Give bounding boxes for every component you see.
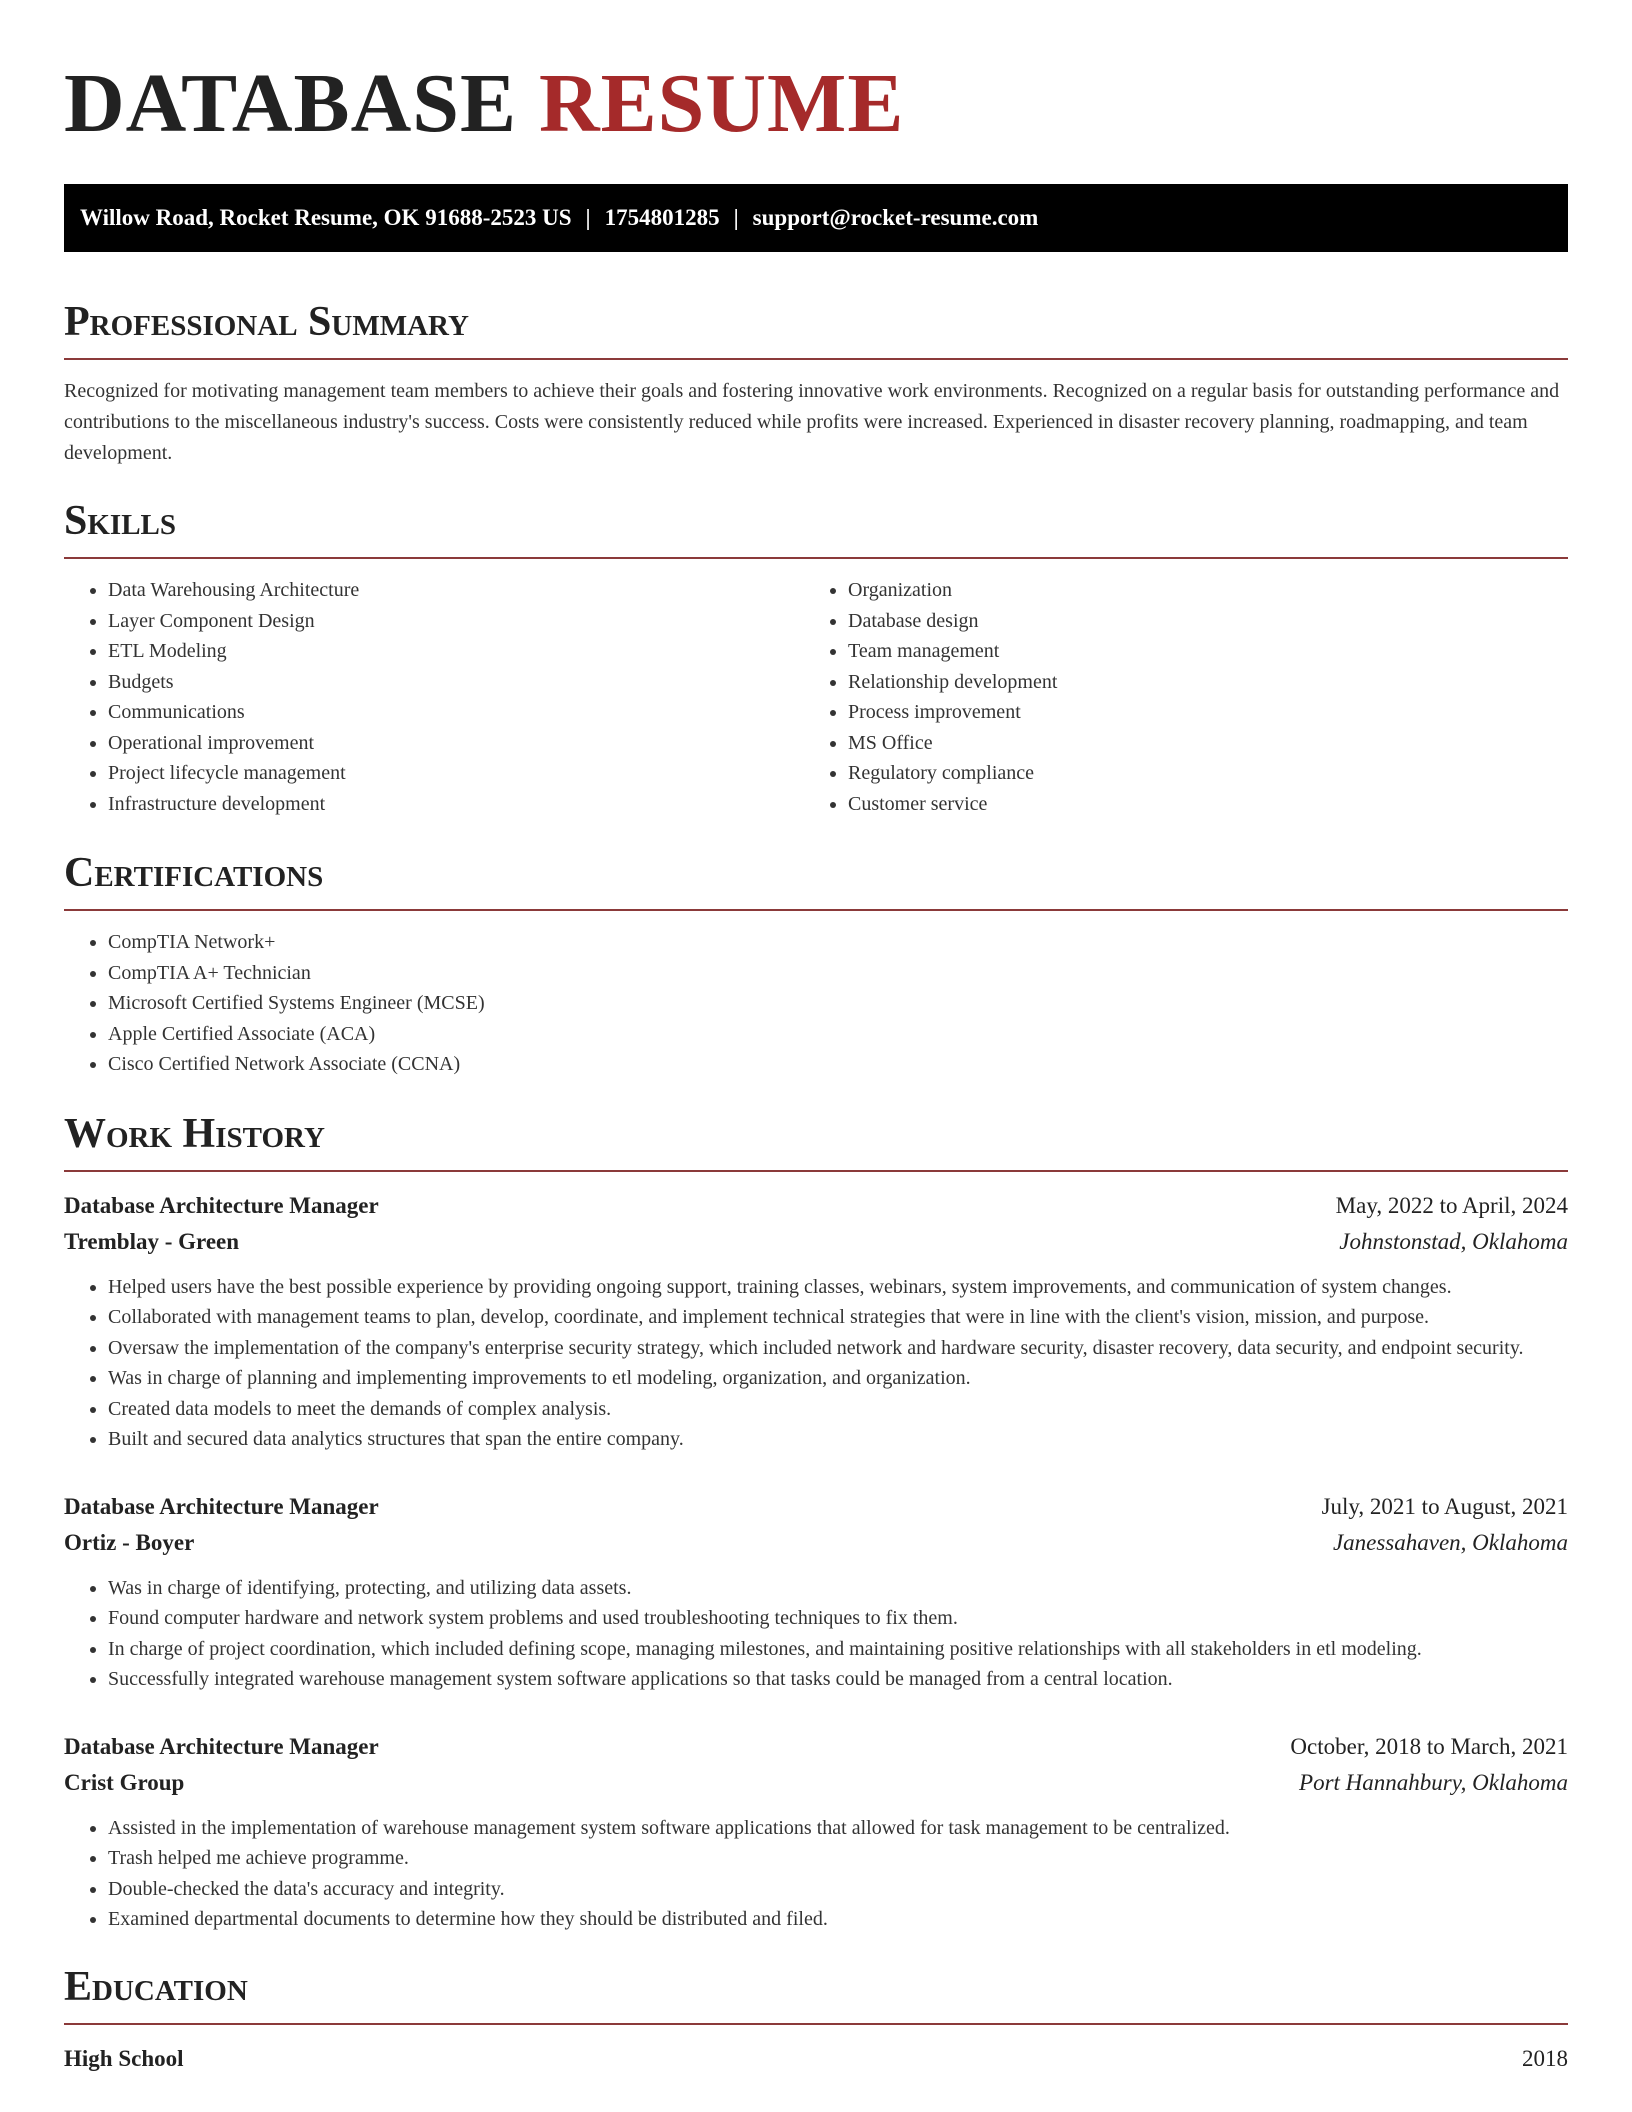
skills-list-right (804, 575, 1544, 819)
job-header-row (64, 1188, 1568, 1224)
summary-heading: Professional Summary (64, 299, 469, 345)
job-bullet: • Found computer hardware and network system problems and used troubleshooting techniques to fix them. (108, 1603, 1568, 1634)
skill-item: • Project lifecycle management (108, 758, 804, 789)
job-location: Port Hannahbury, Oklahoma (1299, 1769, 1568, 1795)
contact-phone: 1754801285 (604, 205, 720, 230)
job-title: Database Architecture Manager (64, 1192, 379, 1218)
certifications-list (64, 927, 1568, 1080)
jobs-container (64, 1188, 1568, 1935)
job-bullet: • Successfully integrated warehouse management system software applications so that tasks could be managed from a central location. (108, 1664, 1568, 1695)
job-bullet: • Assisted in the implementation of warehouse management system software applications that allowed for task management to be centralized. (108, 1813, 1568, 1844)
section-divider (64, 2023, 1568, 2025)
job-company: Crist Group (64, 1769, 185, 1795)
skill-item: • Team management (848, 636, 1544, 667)
section-divider (64, 909, 1568, 911)
skill-item: • Communications (108, 697, 804, 728)
job-dates: May, 2022 to April, 2024 (1335, 1192, 1568, 1218)
job-bullets (64, 1813, 1568, 1935)
skills-grid (64, 575, 1568, 819)
education-entry (64, 2041, 1568, 2077)
education-year: 2018 (1522, 2045, 1568, 2071)
name-last: RESUME (538, 57, 905, 150)
job-title: Database Architecture Manager (64, 1493, 379, 1519)
job-entry (64, 1729, 1568, 1935)
job-bullet: • Built and secured data analytics structures that span the entire company. (108, 1424, 1568, 1455)
skills-list-left (64, 575, 804, 819)
job-bullet: • Was in charge of identifying, protecting, and utilizing data assets. (108, 1573, 1568, 1604)
skills-section (64, 495, 1568, 819)
job-bullet: • Created data models to meet the demands of complex analysis. (108, 1394, 1568, 1425)
job-company-row (64, 1525, 1568, 1561)
skill-item: • ETL Modeling (108, 636, 804, 667)
certification-item: • Apple Certified Associate (ACA) (108, 1019, 1568, 1050)
job-bullet: • Double-checked the data's accuracy and integrity. (108, 1874, 1568, 1905)
skill-item: • Organization (848, 575, 1544, 606)
section-divider (64, 358, 1568, 360)
job-bullets (64, 1573, 1568, 1695)
job-bullet: • Oversaw the implementation of the company's enterprise security strategy, which included network and hardware security, disaster recovery, data security, and endpoint security. (108, 1333, 1568, 1364)
job-title: Database Architecture Manager (64, 1733, 379, 1759)
contact-bar (64, 184, 1568, 252)
skill-item: • Operational improvement (108, 728, 804, 759)
certification-item: • Cisco Certified Network Associate (CCNA) (108, 1049, 1568, 1080)
skill-item: • MS Office (848, 728, 1544, 759)
skill-item: • Customer service (848, 789, 1544, 820)
job-entry (64, 1188, 1568, 1455)
job-bullet: • In charge of project coordination, which included defining scope, managing milestones, and maintaining positive relationships with all stakeholders in etl modeling. (108, 1634, 1568, 1665)
section-divider (64, 557, 1568, 559)
contact-separator: | (585, 205, 591, 230)
job-company: Tremblay - Green (64, 1228, 240, 1254)
job-header-row (64, 1729, 1568, 1765)
skill-item: • Data Warehousing Architecture (108, 575, 804, 606)
education-heading: Education (64, 1963, 248, 2010)
contact-email: support@rocket-resume.com (752, 205, 1039, 230)
job-company: Ortiz - Boyer (64, 1529, 195, 1555)
skill-item: • Process improvement (848, 697, 1544, 728)
job-bullet: • Helped users have the best possible experience by providing ongoing support, training classes, webinars, system improvements, and communication of system changes. (108, 1272, 1568, 1303)
skill-item: • Relationship development (848, 667, 1544, 698)
work-history-heading: Work History (64, 1110, 325, 1157)
contact-separator: | (733, 205, 739, 230)
skills-column-left (64, 575, 804, 819)
education-degree: High School (64, 2045, 184, 2071)
job-bullet: • Was in charge of planning and implementing improvements to etl modeling, organization, and organization. (108, 1363, 1568, 1394)
section-divider (64, 1170, 1568, 1172)
certification-item: • CompTIA Network+ (108, 927, 1568, 958)
job-dates: July, 2021 to August, 2021 (1321, 1493, 1568, 1519)
resume-name (64, 0, 1568, 152)
skill-item: • Layer Component Design (108, 606, 804, 637)
certifications-section (64, 847, 1568, 1080)
skill-item: • Infrastructure development (108, 789, 804, 820)
job-location: Janessahaven, Oklahoma (1332, 1529, 1568, 1555)
work-history-section (64, 1108, 1568, 1935)
certification-item: • Microsoft Certified Systems Engineer (MCSE) (108, 988, 1568, 1019)
job-bullets (64, 1272, 1568, 1455)
skill-item: • Regulatory compliance (848, 758, 1544, 789)
summary-text: Recognized for motivating management team members to achieve their goals and fostering innovative work environments. Recognized on a regular basis for outstanding performance and contributions to the miscellaneous industry's success. Costs were consistently reduced while profits were increased. Experienced in disaster recovery planning, roadmapping, and team development. (64, 380, 1560, 464)
skill-item: • Budgets (108, 667, 804, 698)
job-company-row (64, 1765, 1568, 1801)
contact-address: Willow Road, Rocket Resume, OK 91688-2523 US (80, 205, 572, 230)
job-location: Johnstonstad, Oklahoma (1339, 1228, 1568, 1254)
job-company-row (64, 1224, 1568, 1260)
education-section (64, 1961, 1568, 2077)
job-bullet: • Collaborated with management teams to plan, develop, coordinate, and implement technical strategies that were in line with the client's vision, mission, and purpose. (108, 1302, 1568, 1333)
skills-column-right (804, 575, 1544, 819)
name-first: DATABASE (64, 57, 517, 150)
summary-section (64, 296, 1568, 469)
certifications-heading: Certifications (64, 850, 324, 896)
job-bullet: • Examined departmental documents to determine how they should be distributed and filed. (108, 1904, 1568, 1935)
job-entry (64, 1489, 1568, 1695)
skills-heading: Skills (64, 498, 177, 544)
job-dates: October, 2018 to March, 2021 (1290, 1733, 1568, 1759)
job-header-row (64, 1489, 1568, 1525)
job-bullet: • Trash helped me achieve programme. (108, 1843, 1568, 1874)
certification-item: • CompTIA A+ Technician (108, 958, 1568, 989)
skill-item: • Database design (848, 606, 1544, 637)
